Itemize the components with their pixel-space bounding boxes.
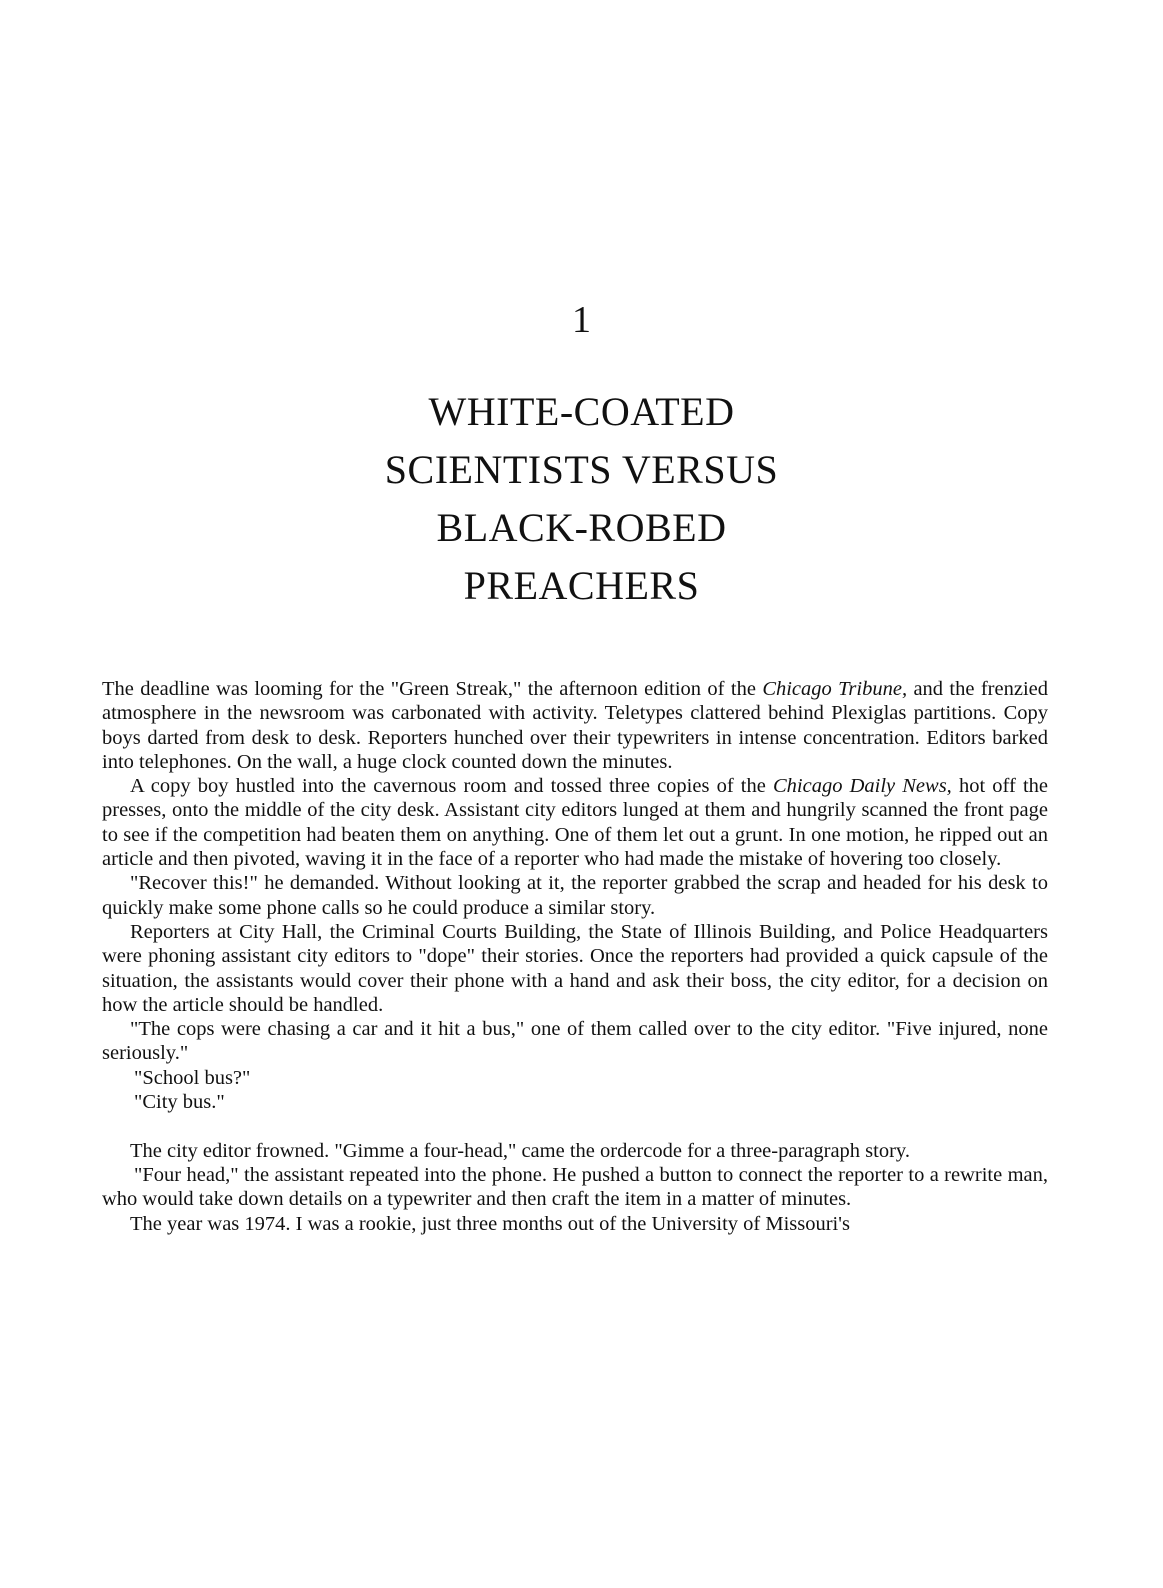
paragraph-1-text-a: The deadline was looming for the "Green Streak," the afternoon edition of the	[102, 678, 763, 700]
chapter-title-line-1: WHITE-COATED	[428, 389, 735, 434]
paragraph-9: "Four head," the assistant repeated into the phone. He pushed a button to connect the reporter to a rewrite man, who would take down details on a typewriter and then craft the item in a matter of minutes.	[102, 1163, 1048, 1211]
paragraph-2-italic: Chicago Daily News,	[772, 775, 952, 798]
chapter-title-line-3: BLACK-ROBED	[436, 505, 727, 550]
chapter-body	[102, 677, 1048, 1236]
paragraph-1-text-b: and the frenzied atmosphere in the newsroom was carbonated with activity. Teletypes clattered behind Plexiglas partitions. Copy boys darted from desk to desk. Reporters hunched over their typewriters in intense concentration. Editors barked into telephones. On the wall, a huge clock counted down the minutes.	[102, 678, 1048, 773]
chapter-title-line-4: PREACHERS	[463, 563, 700, 608]
paragraph-2-text-b: hot off the presses, onto the middle of the city desk. Assistant city editors lunged at them and hungrily scanned the front page to see if the competition had beaten them on anything. One of them let out a grunt. In one motion, he ripped out an article and then pivoted, waving it in the face of a reporter who had made the mistake of hovering too closely.	[102, 775, 1048, 871]
chapter-title	[0, 383, 1163, 615]
paragraph-3: "Recover this!" he demanded. Without looking at it, the reporter grabbed the scrap and headed for his desk to quickly make some phone calls so he could produce a similar story.	[102, 872, 1048, 919]
paragraph-8: The city editor frowned. "Gimme a four-head," came the ordercode for a three-paragraph story.	[130, 1139, 910, 1162]
paragraph-2-text-a: A copy boy hustled into the cavernous room and tossed three copies of the	[130, 775, 773, 798]
chapter-title-line-2: SCIENTISTS VERSUS	[384, 447, 779, 492]
paragraph-10: The year was 1974. I was a rookie, just three months out of the University of Missouri's	[130, 1212, 850, 1235]
paragraph-4: Reporters at City Hall, the Criminal Courts Building, the State of Illinois Building, and Police Headquarters were phoning assistant city editors to "dope" their stories. Once the reporters had provided a quick capsule of the situation, the assistants would cover their phone with a hand and ask their boss, the city editor, for a decision on how the article should be handled.	[102, 920, 1048, 1016]
paragraph-5: "The cops were chasing a car and it hit a bus," one of them called over to the city editor. "Five injured, none seriously."	[102, 1018, 1048, 1065]
paragraph-6: "School bus?"	[134, 1066, 251, 1089]
paragraph-1-italic: Chicago Tribune,	[762, 678, 908, 700]
chapter-number: 1	[572, 299, 591, 341]
paragraph-1	[102, 677, 1048, 774]
paragraph-2	[102, 774, 1048, 871]
paragraph-7: "City bus."	[134, 1091, 225, 1114]
paragraph-gap	[102, 1114, 1048, 1138]
